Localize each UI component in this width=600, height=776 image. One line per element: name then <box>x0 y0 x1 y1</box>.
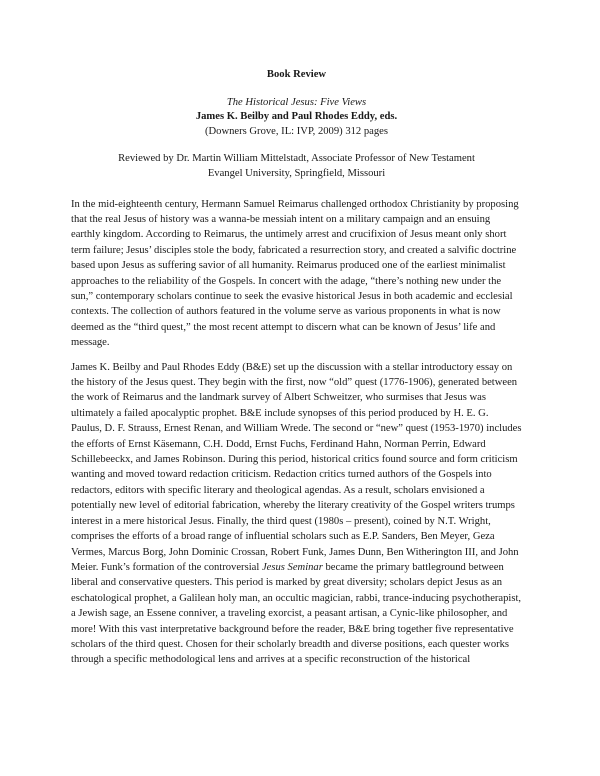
paragraph-1: In the mid-eighteenth century, Hermann Samuel Reimarus challenged orthodox Christianity by proposing that the real Jesus of history was a wanna-be messiah intent on a military campaign and an ensuing earthly kingdom. According to Reimarus, the untimely arrest and crucifixion of Jesus meant only short term failure; Jesus’ disciples stole the body, fabricated a resurrection story, and created a salvific doctrine based upon Jesus as suffering savior of all humanity. Reimarus produced one of the earliest minimalist approaches to the reliability of the Gospels. In concert with the adage, “there’s nothing new under the sun,” contemporary scholars continue to seek the evasive historical Jesus in both academic and ecclesial contexts. The collection of authors featured in the volume serve as various proponents in what is now deemed as the “third quest,” the most recent attempt to discern what can be known of Jesus’ life and message. <box>71 198 519 349</box>
paragraph-2-text-continued: became the primary battleground between liberal and conservative questers. This period is marked by great diversity; scholars depict Jesus as an eschatological prophet, a Galilean holy man, an occultic magician, rabbi, trance-inducing psychotherapist, a Jewish sage, an Essene conniver, a traveling exorcist, a peasant artisan, a Cynic-like philosopher, and more! With this vast interpretative background before the reader, B&E bring together five representative scholars of the third quest. Chosen for their scholarly breadth and diverse positions, each quester works through a specific methodological lens and arrives at a specific reconstruction of the historical <box>71 561 522 666</box>
jesus-seminar-title: Jesus Seminar <box>261 561 323 573</box>
reviewer-affiliation: Evangel University, Springfield, Missouri <box>207 167 386 179</box>
book-editors: James K. Beilby and Paul Rhodes Eddy, eds. <box>195 111 398 123</box>
review-header <box>71 68 522 182</box>
paragraph-2 <box>71 360 522 668</box>
book-title: The Historical Jesus: Five Views <box>226 96 367 108</box>
reviewer-line: Reviewed by Dr. Martin William Mittelstadt, Associate Professor of New Testament <box>118 153 475 165</box>
paragraph-2-text: James K. Beilby and Paul Rhodes Eddy (B&E) set up the discussion with a stellar introductory essay on the history of the Jesus quest. They begin with the first, now “old” quest (1776-1906), generated between the work of Reimarus and the landmark survey of Albert Schweitzer, who surmises that Jesus was ultimately a failed apocalyptic prophet. B&E include synopses of this period produced by H. E. G. Paulus, D. F. Strauss, Ernest Renan, and William Wrede. The second or “new” quest (1953-1970) includes the efforts of Ernst Käsemann, C.H. Dodd, Ernst Fuchs, Ferdinand Hahn, Norman Perrin, Edward Schillebeeckx, and James Robinson. During this period, historical critics found source and form criticism wanting and moved toward redaction criticism. Redaction critics turned authors of the Gospels into redactors, editors with specific literary and theological agendas. As a result, scholars envisioned a potentially new level of editorial fabrication, whereby the literary creativity of the Gospel writers trumps interest in a mere historical Jesus. Finally, the third quest (1980s – present), coined by N.T. Wright, comprises the efforts of a broad range of influential scholars such as E.P. Sanders, Ben Meyer, Geza Vermes, Marcus Borg, John Dominic Crossan, Robert Funk, James Dunn, Ben Witherington III, and John Meier. Funk’s formation of the controversial <box>71 361 522 573</box>
reviewer-credit <box>71 152 522 181</box>
publication-info: (Downers Grove, IL: IVP, 2009) 312 pages <box>204 125 388 137</box>
review-body <box>71 197 522 668</box>
section-label: Book Review <box>266 69 327 80</box>
